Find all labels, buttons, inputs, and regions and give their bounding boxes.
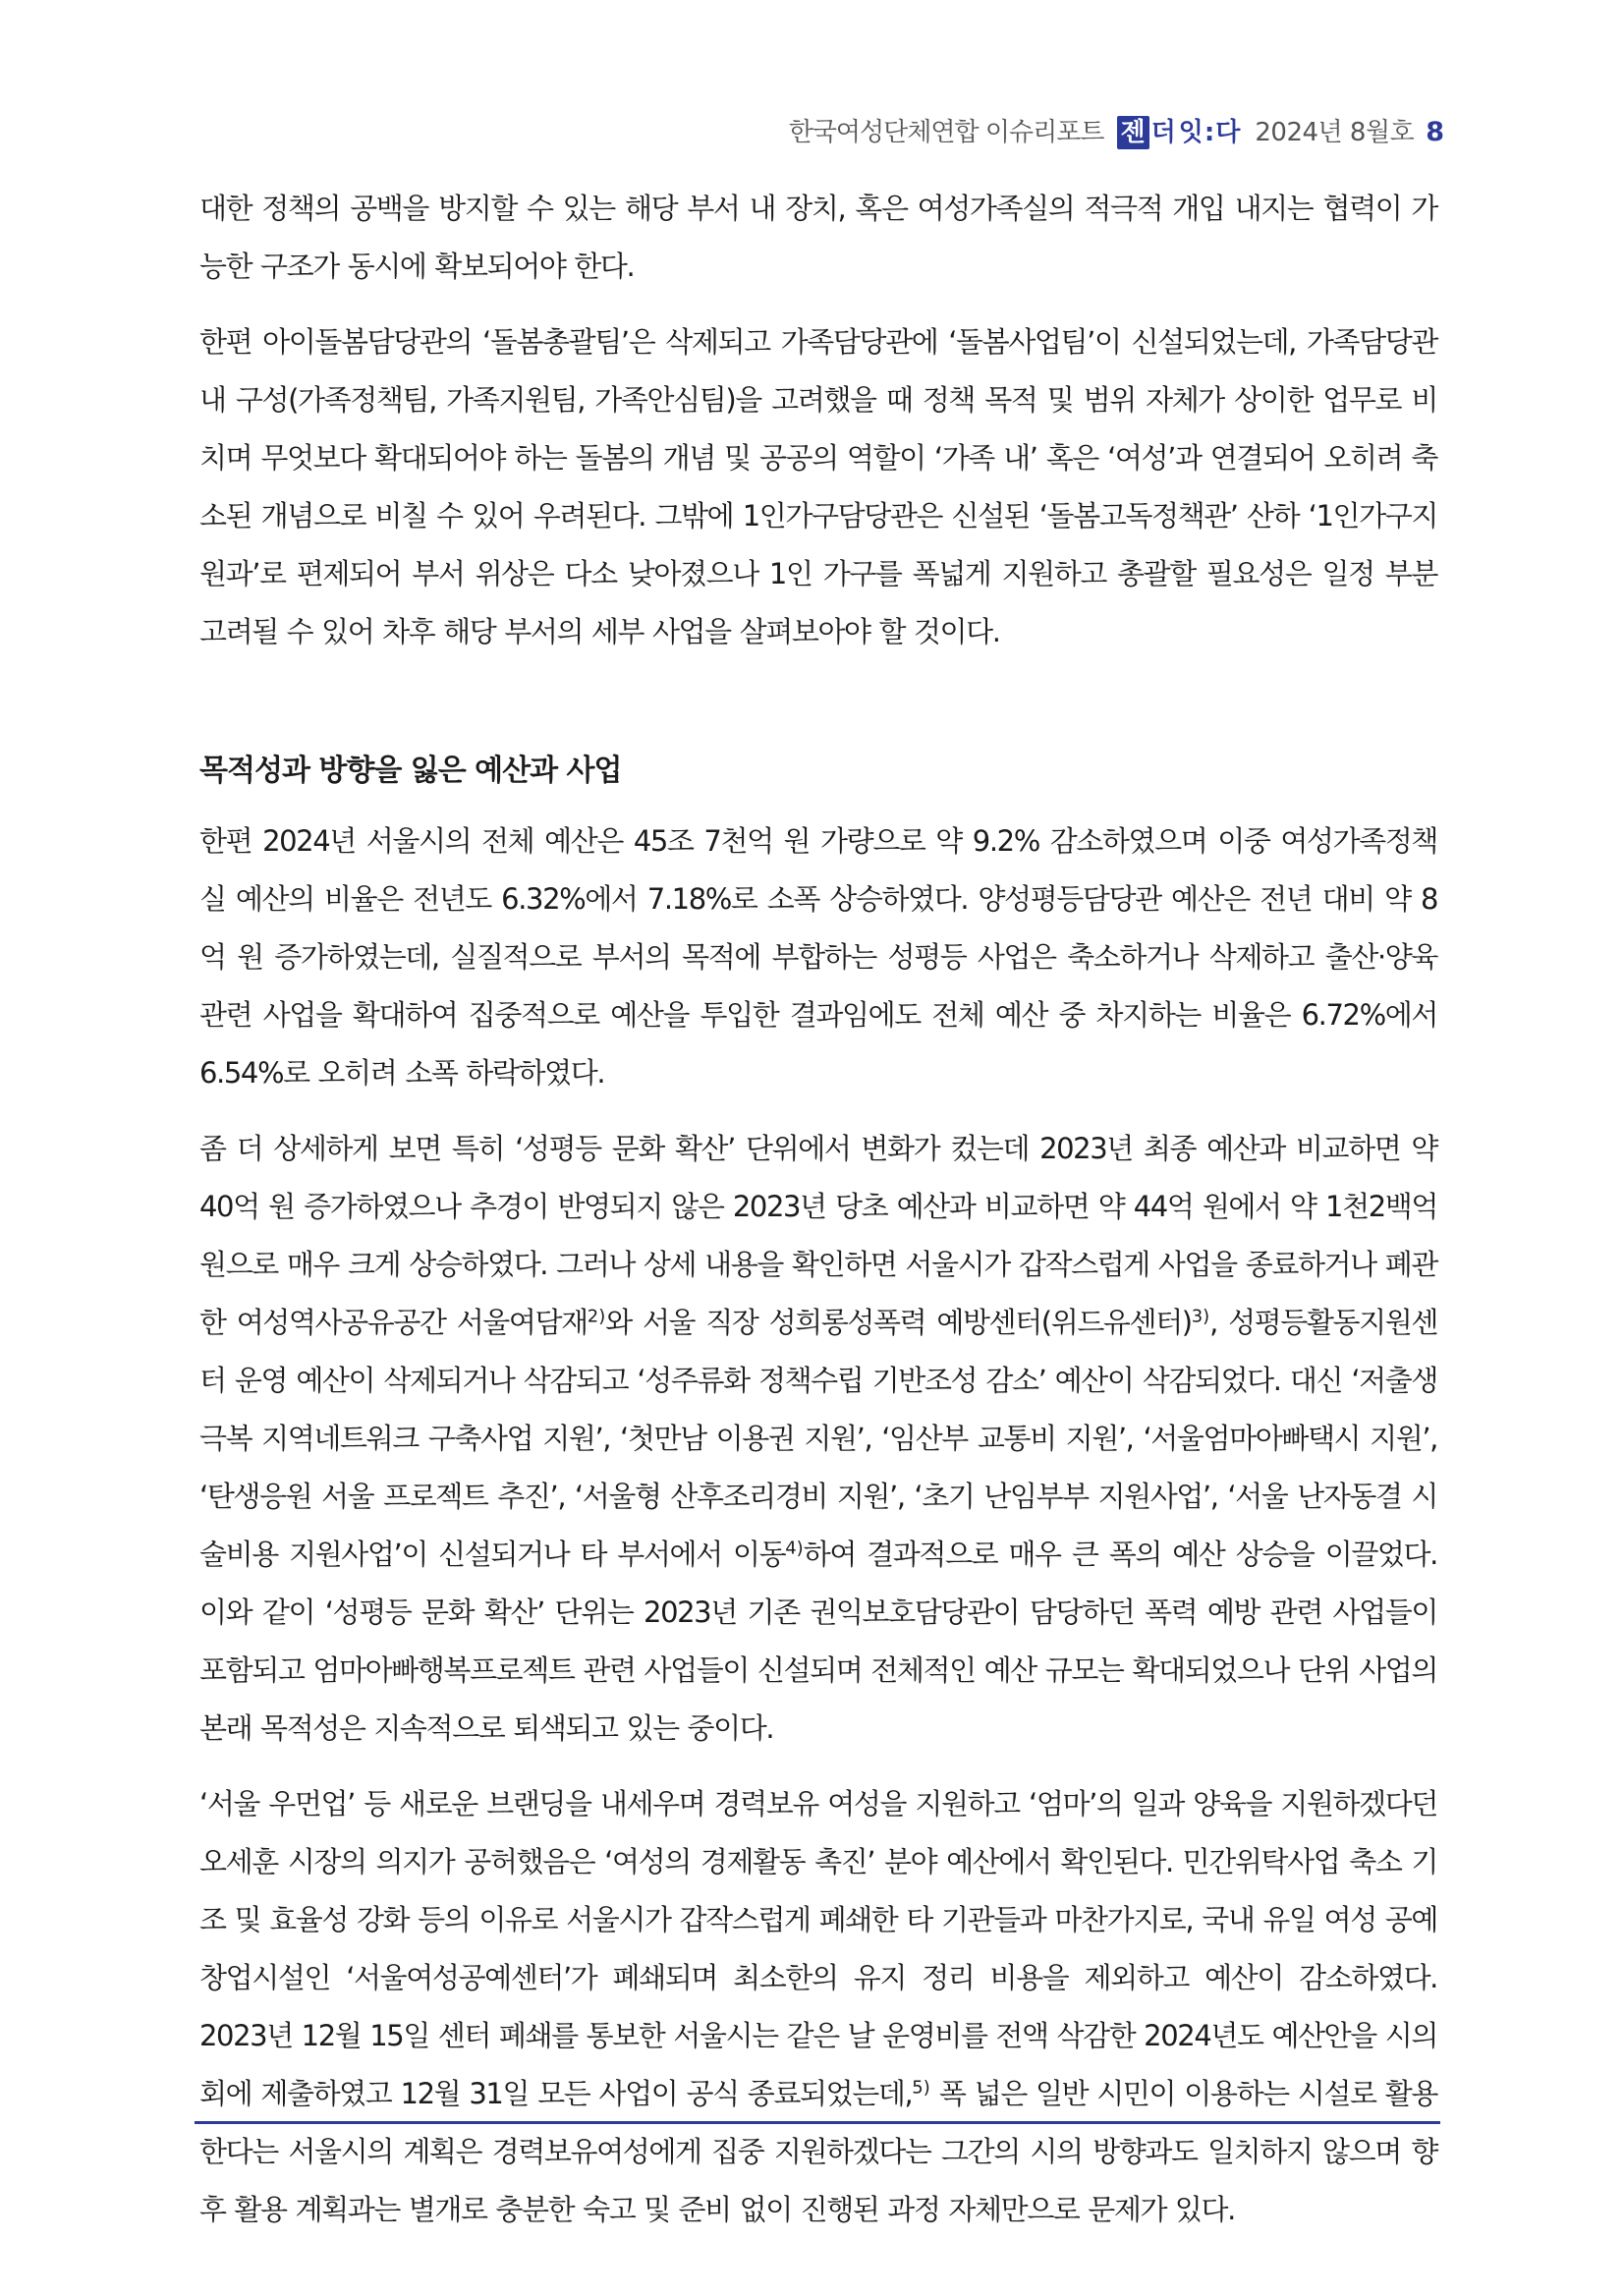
page-number: 8 — [1426, 117, 1444, 147]
paragraph-5-text-a: ‘서울 우먼업’ 등 새로운 브랜딩을 내세우며 경력보유 여성을 지원하고 ‘엄마’의 일과 양육을 지원하겠다던 오세훈 시장의 의지가 공허했음은 ‘여성의 경제활동 촉진’ 분야 예산에서 확인된다. 민간위탁사업 축소 기조 및 효율성 강화 등의 이유로 서울시가 갑작스럽게 폐쇄한 타 기관들과 마찬가지로, 국내 유일 여성 공예 창업시설인 ‘서울여성공예센터’가 폐쇄되며 최소한의 유지 정리 비용을 제외하고 예산이 감소하였다. 2023년 12월 15일 센터 폐쇄를 통보한 서울시는 같은 날 운영비를 전액 삭감한 2024년도 예산안을 시의회에 제출하였고 12월 31일 모든 사업이 공식 종료되었는데, — [199, 1787, 1437, 2110]
footnote-ref-5[interactable]: 5) — [912, 2077, 930, 2099]
paragraph-4-text-c: , 성평등활동지원센터 운영 예산이 삭제되거나 삭감되고 ‘성주류화 정책수립 기반조성 감소’ 예산이 삭감되었다. 대신 ‘저출생 극복 지역네트워크 구축사업 지원’, ‘첫만남 이용권 지원’, ‘임산부 교통비 지원’, ‘서울엄마아빠택시 지원’, ‘탄생응원 서울 프로젝트 추진’, ‘서울형 산후조리경비 지원’, ‘초기 난임부부 지원사업’, ‘서울 난자동결 시술비용 지원사업’이 신설되거나 타 부서에서 이동 — [199, 1306, 1437, 1571]
paragraph-1: 대한 정책의 공백을 방지할 수 있는 해당 부서 내 장치, 혹은 여성가족실의 적극적 개입 내지는 협력이 가능한 구조가 동시에 확보되어야 한다. — [199, 192, 1437, 283]
paragraph-3: 한편 2024년 서울시의 전체 예산은 45조 7천억 원 가량으로 약 9.2% 감소하였으며 이중 여성가족정책실 예산의 비율은 전년도 6.32%에서 7.18%로 소폭 상승하였다. 양성평등담당관 예산은 전년 대비 약 8억 원 증가하였는데, 실질적으로 부서의 목적에 부합하는 성평등 사업은 축소하거나 삭제하고 출산·양육 관련 사업을 확대하여 집중적으로 예산을 투입한 결과임에도 전체 예산 중 차지하는 비율은 6.72%에서 6.54%로 오히려 소폭 하락하였다. — [199, 824, 1438, 1090]
issue-date: 2024년 8월호 — [1255, 118, 1415, 147]
page-header — [789, 116, 1444, 149]
paragraph-4-text-d: 하여 결과적으로 매우 큰 폭의 예산 상승을 이끌었다. 이와 같이 ‘성평등 문화 확산’ 단위는 2023년 기존 권익보호담당관이 담당하던 폭력 예방 관련 사업들이 포함되고 엄마아빠행복프로젝트 관련 사업들이 신설되며 전체적인 예산 규모는 확대되었으나 단위 사업의 본래 목적성은 지속적으로 퇴색되고 있는 중이다. — [199, 1538, 1437, 1745]
paragraph-4 — [199, 1120, 1437, 1758]
report-series-title: 한국여성단체연합 이슈리포트 — [788, 118, 1104, 147]
section-heading: 목적성과 방향을 잃은 예산과 사업 — [199, 754, 622, 788]
footnote-ref-3[interactable]: 3) — [1191, 1306, 1210, 1327]
footnote-divider — [195, 2121, 1440, 2124]
article-body — [199, 180, 1437, 2239]
paragraph-4-text-b: 와 서울 직장 성희롱성폭력 예방센터(위드유센터) — [605, 1306, 1192, 1339]
logo-jen: 젠 — [1117, 116, 1148, 149]
gender-itda-logo — [1117, 116, 1241, 149]
paragraph-2: 한편 아이돌봄담당관의 ‘돌봄총괄팀’은 삭제되고 가족담당관에 ‘돌봄사업팀’이 신설되었는데, 가족담당관 내 구성(가족정책팀, 가족지원팀, 가족안심팀)을 고려했을 때 정책 목적 및 범위 자체가 상이한 업무로 비치며 무엇보다 확대되어야 하는 돌봄의 개념 및 공공의 역할이 ‘가족 내’ 혹은 ‘여성’과 연결되어 오히려 축소된 개념으로 비칠 수 있어 우려된다. 그밖에 1인가구담당관은 신설된 ‘돌봄고독정책관’ 산하 ‘1인가구지원과’로 편제되어 부서 위상은 다소 낮아졌으나 1인 가구를 폭넓게 지원하고 총괄할 필요성은 일정 부분 고려될 수 있어 차후 해당 부서의 세부 사업을 살펴보아야 할 것이다. — [199, 325, 1437, 648]
paragraph-5-text-b: 폭 넓은 일반 시민이 이용하는 시설로 활용한다는 서울시의 계획은 경력보유여성에게 집중 지원하겠다는 그간의 시의 방향과도 일치하지 않으며 향후 활용 계획과는 별개로 충분한 숙고 및 준비 없이 진행된 과정 자체만으로 문제가 있다. — [199, 2077, 1437, 2226]
logo-deo: 더 — [1150, 118, 1177, 147]
paragraph-5 — [199, 1775, 1437, 2239]
footnote-ref-4[interactable]: 4) — [785, 1538, 804, 1559]
logo-itda: 잇:다 — [1178, 118, 1242, 147]
paragraph-4-text-a: 좀 더 상세하게 보면 특히 ‘성평등 문화 확산’ 단위에서 변화가 컸는데 2023년 최종 예산과 비교하면 약 40억 원 증가하였으나 추경이 반영되지 않은 2023년 당초 예산과 비교하면 약 44억 원에서 약 1천2백억 원으로 매우 크게 상승하였다. 그러나 상세 내용을 확인하면 서울시가 갑작스럽게 사업을 종료하거나 폐관한 여성역사공유공간 서울여담재 — [199, 1132, 1437, 1339]
footnote-ref-2[interactable]: 2) — [587, 1306, 606, 1327]
